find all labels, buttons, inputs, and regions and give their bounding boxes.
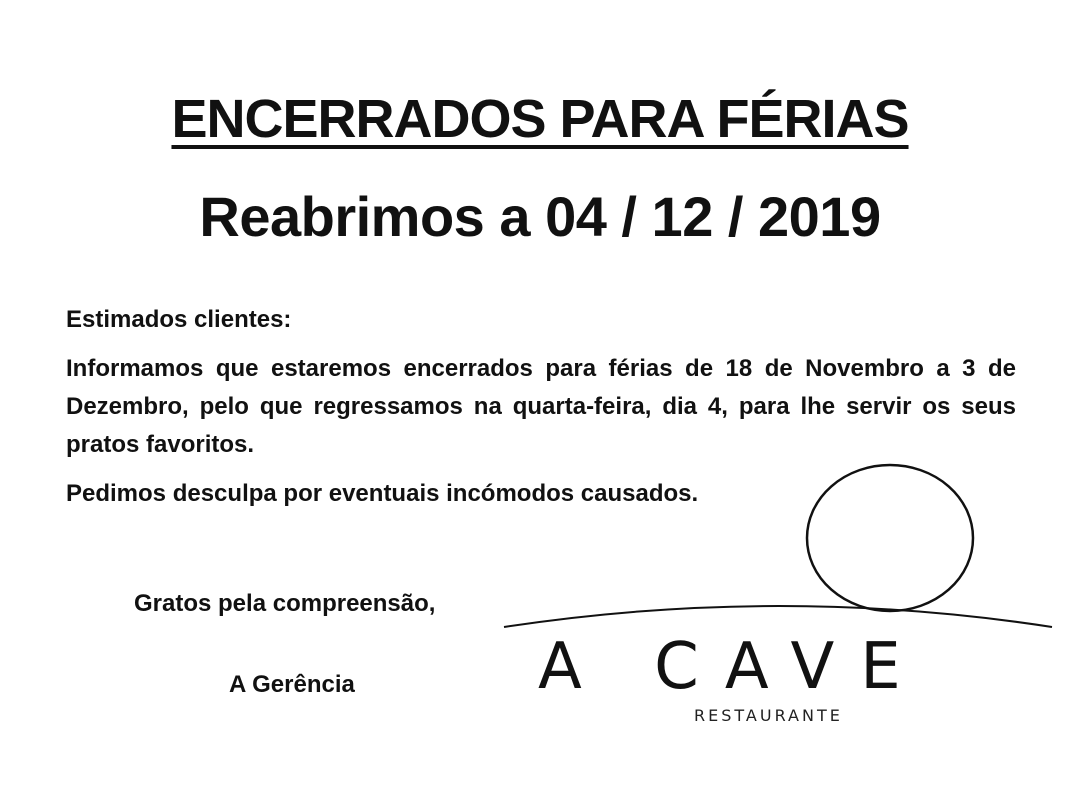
notice-title-text: ENCERRADOS PARA FÉRIAS (171, 89, 909, 149)
notice-title (0, 88, 1080, 150)
reopening-date: Reabrimos a 04 / 12 / 2019 (199, 185, 881, 248)
greeting: Estimados clientes: (66, 306, 292, 333)
signature: A Gerência (229, 671, 355, 698)
apology-text: Pedimos desculpa por eventuais incómodos causados. (66, 480, 699, 507)
closure-paragraph: Informamos que estaremos encerrados para férias de 18 de Novembro a 3 de Dezembro, pelo que regressamos na quarta-feira, dia 4, para lhe servir os seus pratos favoritos. (66, 355, 1016, 458)
thanks-text: Gratos pela compreensão, (134, 590, 436, 617)
logo-name: A CAVE (538, 630, 927, 704)
logo-tagline: RESTAURANTE (694, 706, 843, 725)
